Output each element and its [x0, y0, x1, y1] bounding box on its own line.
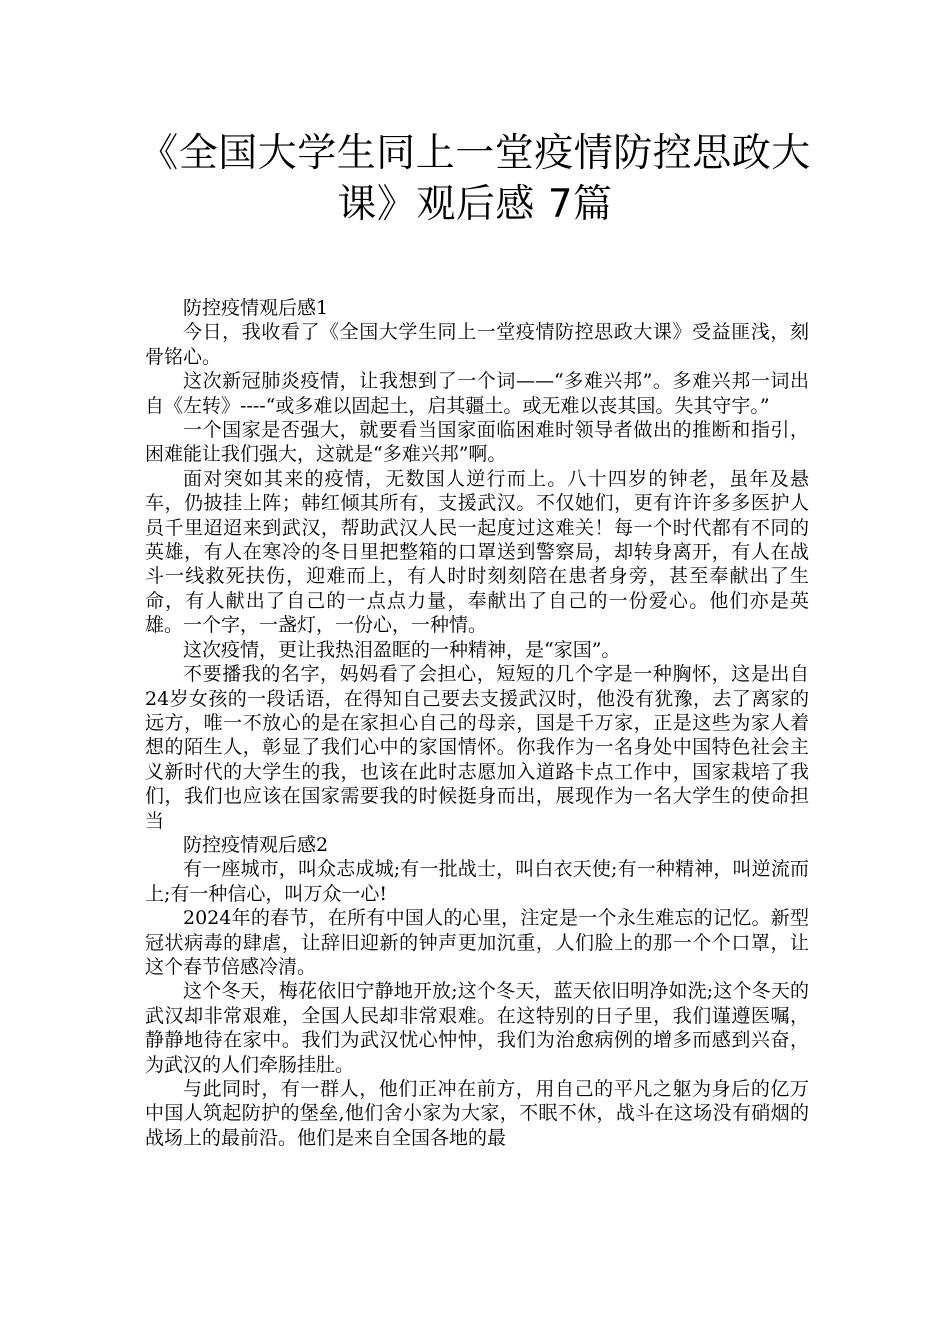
paragraph: 一个国家是否强大，就要看当国家面临困难时领导者做出的推断和指引，困难能让我们强大，这就是“多难兴邦”啊。: [145, 419, 809, 466]
paragraph: 这个冬天，梅花依旧宁静地开放;这个冬天，蓝天依旧明净如洗;这个冬天的武汉却非常艰难，全国人民却非常艰难。在这特别的日子里，我们谨遵医嘱，静静地待在家中。我们为武汉忧心忡忡，我们为治愈病例的增多而感到兴奋，为武汉的人们牵肠挂肚。: [145, 980, 809, 1076]
paragraph: 与此同时，有一群人，他们正冲在前方，用自己的平凡之躯为身后的亿万中国人筑起防护的堡垒,他们舍小家为大家，不眠不休，战斗在这场没有硝烟的战场上的最前沿。他们是来自全国各地的最: [145, 1078, 809, 1149]
document-title: 《全国大学生同上一堂疫情防控思政大课》观后感 7篇: [139, 131, 811, 227]
paragraph: 有一座城市，叫众志成城;有一批战士，叫白衣天使;有一种精神，叫逆流而上;有一种信心，叫万众一心!: [145, 858, 809, 905]
document-body: [145, 296, 809, 1150]
paragraph: 这次新冠肺炎疫情，让我想到了一个词——“多难兴邦”。多难兴邦一词出自《左转》----“或多难以固起土，启其疆土。或无难以丧其国。失其守宇。”: [145, 370, 809, 417]
paragraph: 2024年的春节，在所有中国人的心里，注定是一个永生难忘的记忆。新型冠状病毒的肆虐，让辞旧迎新的钟声更加沉重，人们脸上的那一个个口罩，让这个春节倍感冷清。: [145, 907, 809, 978]
paragraph: 防控疫情观后感1: [183, 297, 329, 319]
paragraph: 不要播我的名字，妈妈看了会担心，短短的几个字是一种胸怀，这是出自24岁女孩的一段话语，在得知自己要去支援武汉时，他没有犹豫，去了离家的远方，唯一不放心的是在家担心自己的母亲，国是千万家，正是这些为家人着想的陌生人，彰显了我们心中的家国情怀。你我作为一名身处中国特色社会主义新时代的大学生的我，也该在此时志愿加入道路卡点工作中，国家栽培了我们，我们也应该在国家需要我的时候挺身而出，展现作为一名大学生的使命担当: [145, 663, 809, 832]
paragraph: 这次疫情，更让我热泪盈眶的一种精神，是“家国”。: [183, 638, 621, 661]
paragraph: 面对突如其来的疫情，无数国人逆行而上。八十四岁的钟老，虽年及悬车，仍披挂上阵；韩红倾其所有，支援武汉。不仅她们，更有许许多多医护人员千里迢迢来到武汉，帮助武汉人民一起度过这难关！每一个时代都有不同的英雄，有人在寒冷的冬日里把整箱的口罩送到警察局，却转身离开，有人在战斗一线救死扶伤，迎难而上，有人时时刻刻陪在患者身旁，甚至奉献出了生命，有人献出了自己的一点点力量，奉献出了自己的一份爱心。他们亦是英雄。一个字，一盏灯，一份心，一种情。: [145, 467, 809, 637]
paragraph: 今日，我收看了《全国大学生同上一堂疫情防控思政大课》受益匪浅，刻骨铭心。: [145, 321, 809, 368]
paragraph: 防控疫情观后感2: [183, 833, 329, 856]
